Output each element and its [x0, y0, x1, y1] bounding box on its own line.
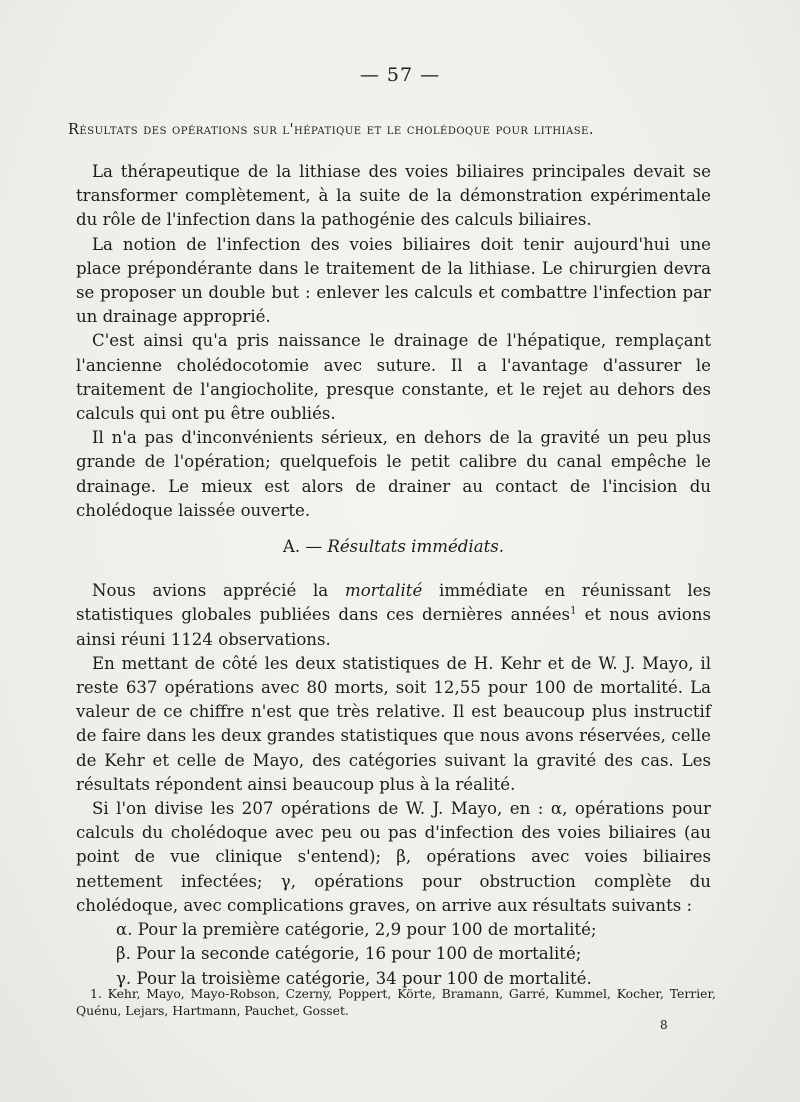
paragraph-5-b: immédiate en réunissant les statistiques globales publiées dans ces dernières années [76, 581, 712, 625]
paragraph-4: Il n'a pas d'inconvénients sérieux, en dehors de la gravité un peu plus grande de l'opération; quelquefois le petit calibre du canal empêche le drainage. Le mieux est alors de drainer au contact de l'incision du cholédoque laissée ouverte. [76, 428, 711, 520]
subheading-title: Résultats immédiats. [327, 537, 505, 557]
body-text [76, 160, 711, 991]
paragraph-6: En mettant de côté les deux statistiques de H. Kehr et de W. J. Mayo, il reste 637 opérations avec 80 morts, soit 12,55 pour 100 de mortalité. La valeur de ce chiffre n'est que très relative. Il est beaucoup plus instructif de faire dans les deux grandes statistiques que nous avons réservées, celle de Kehr et celle de Mayo, des catégories suivant la gravité des cas. Les résultats répondent ainsi beaucoup plus à la réalité. [76, 653, 711, 794]
paragraph-5-italic: mortalité [344, 581, 423, 601]
paragraph-5-a: Nous avions apprécié la [92, 581, 345, 601]
paragraph-3: C'est ainsi qu'a pris naissance le drainage de l'hépatique, remplaçant l'ancienne cholédocotomie avec suture. Il a l'avantage d'assurer le traitement de l'angiocholite, presque constante, et le rejet au dehors des calculs qui ont pu être oubliés. [76, 331, 711, 424]
section-title: Résultats des opérations sur l'hépatique et le cholédoque pour lithiase. [68, 122, 594, 138]
list-item-beta: β. Pour la seconde catégorie, 16 pour 100 de mortalité; [116, 944, 582, 964]
paragraph-7: Si l'on divise les 207 opérations de W. J. Mayo, en : α, opérations pour calculs du cholédoque avec peu ou pas d'infection des voies biliaires (au point de vue clinique s'entend); β, opérations avec voies biliaires nettement infectées; γ, opérations pour obstruction complète du cholédoque, avec complications graves, on arrive aux résultats suivants : [76, 799, 711, 915]
subheading [76, 535, 711, 559]
paragraph-5 [76, 579, 711, 652]
footnote-ref: 1 [570, 605, 577, 617]
page-number: — 57 — [359, 64, 441, 86]
list-item-gamma: γ. Pour la troisième catégorie, 34 pour 100 de mortalité. [116, 968, 592, 988]
paragraph-2: La notion de l'infection des voies biliaires doit tenir aujourd'hui une place prépondérante dans le traitement de la lithiase. Le chirurgien devra se proposer un double but : enlever les calculs et combattre l'infection par un drainage approprié. [76, 234, 711, 327]
paragraph-5-c: et nous avions ainsi réuni 1124 observations. [76, 605, 712, 649]
list-item-alpha: α. Pour la première catégorie, 2,9 pour 100 de mortalité; [116, 920, 597, 940]
footnote-1: 1. Kehr, Mayo, Mayo-Robson, Czerny, Poppert, Körte, Bramann, Garré, Kummel, Kocher, Terrier, Quénu, Lejars, Hartmann, Pauchet, Gosset. [76, 986, 716, 1018]
signature-mark: 8 [660, 1018, 668, 1032]
footnotes [76, 985, 716, 1019]
paragraph-1: La thérapeutique de la lithiase des voies biliaires principales devait se transformer complètement, à la suite de la démonstration expérimentale du rôle de l'infection dans la pathogénie des calculs biliaires. [76, 162, 711, 230]
subheading-prefix: A. — [282, 537, 328, 557]
